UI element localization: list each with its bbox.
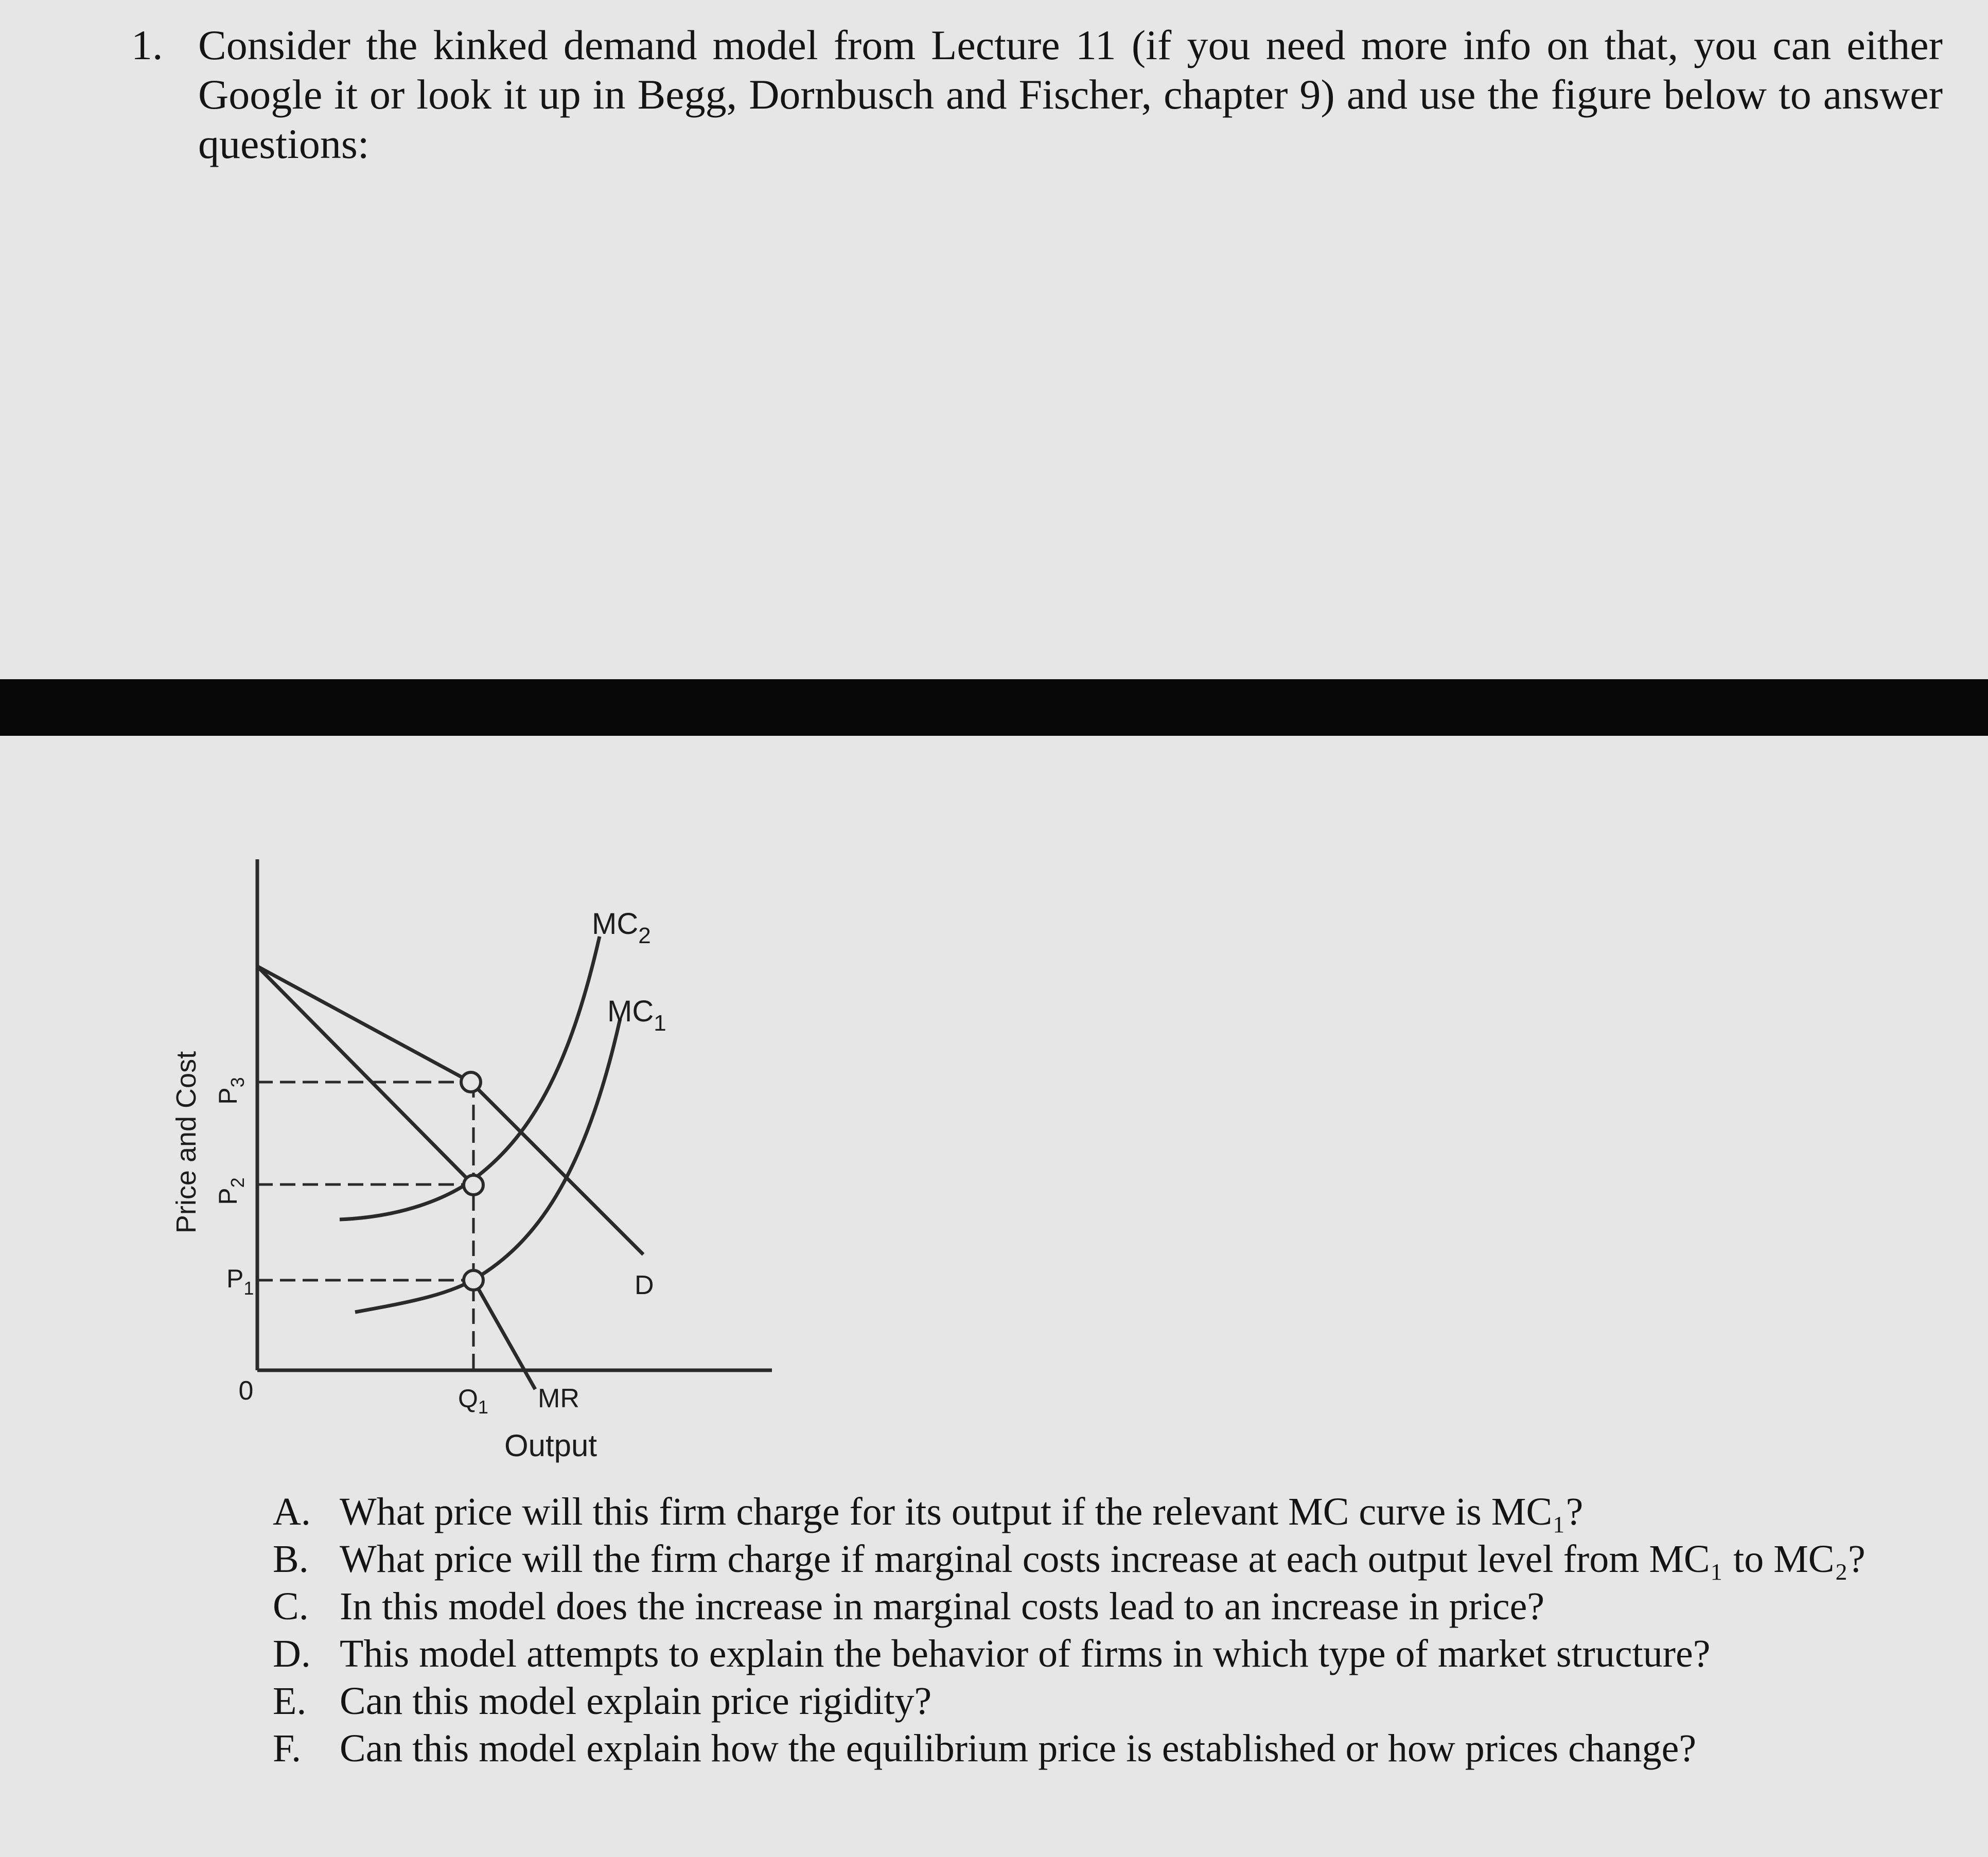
sub-question-f (273, 1726, 1889, 1771)
divider-bar (0, 679, 1988, 736)
p3-label: $P_3$ (214, 1077, 248, 1105)
sub-question-c (273, 1584, 1889, 1629)
x-axis-label: Output (504, 1428, 597, 1463)
mc1-label: $MC_1$ (607, 995, 666, 1036)
sub-question-a (273, 1490, 1889, 1534)
kink-point-marker (461, 1072, 481, 1092)
sub-question-letter: A. (273, 1490, 311, 1533)
origin-label: 0 (238, 1376, 254, 1406)
mr-upper-segment (257, 966, 473, 1185)
sub-question-text: What price will this firm charge for its output if the relevant MC curve is MC₁? (340, 1490, 1584, 1533)
mr-label: MR (538, 1384, 579, 1413)
sub-question-letter: D. (273, 1632, 311, 1675)
sub-question-text: Can this model explain price rigidity? (340, 1679, 932, 1723)
sub-question-text: What price will the firm charge if marginal costs increase at each output level from MC₁ to MC₂? (340, 1537, 1866, 1581)
kinked-demand-figure (0, 736, 1988, 1492)
sub-questions-list (273, 1490, 1889, 1774)
sub-question-b (273, 1537, 1889, 1581)
sub-question-text: In this model does the increase in marginal costs lead to an increase in price? (340, 1585, 1545, 1628)
q1-label: $Q_1$ (458, 1384, 488, 1418)
demand-curve (257, 966, 643, 1254)
sub-question-letter: C. (273, 1585, 309, 1628)
question-text: Consider the kinked demand model from Lecture 11 (if you need more info on that, you can either Google it or look it up in Begg, Dornbusch and Fischer, chapter 9) and use the figure below to answer questions: (198, 22, 1943, 167)
question-1 (131, 21, 1943, 169)
p2-label: $P_2$ (214, 1177, 248, 1205)
sub-question-text: This model attempts to explain the behavior of firms in which type of market structure? (340, 1632, 1711, 1675)
mr-gap-top-marker (464, 1175, 483, 1195)
sub-question-text: Can this model explain how the equilibrium price is established or how prices change? (340, 1727, 1697, 1770)
mc2-label: $MC_2$ (592, 907, 651, 948)
demand-label: D (635, 1270, 654, 1300)
sub-question-letter: F. (273, 1727, 302, 1770)
sub-question-letter: B. (273, 1537, 309, 1581)
mr-gap-bottom-marker (464, 1270, 483, 1290)
sub-question-e (273, 1679, 1889, 1723)
sub-question-d (273, 1632, 1889, 1676)
p1-label: $P_1$ (226, 1264, 254, 1299)
question-number: 1. (131, 22, 163, 68)
sub-question-letter: E. (273, 1679, 307, 1723)
y-axis-label: Price and Cost (171, 1051, 202, 1234)
mr-lower-segment (473, 1280, 535, 1389)
